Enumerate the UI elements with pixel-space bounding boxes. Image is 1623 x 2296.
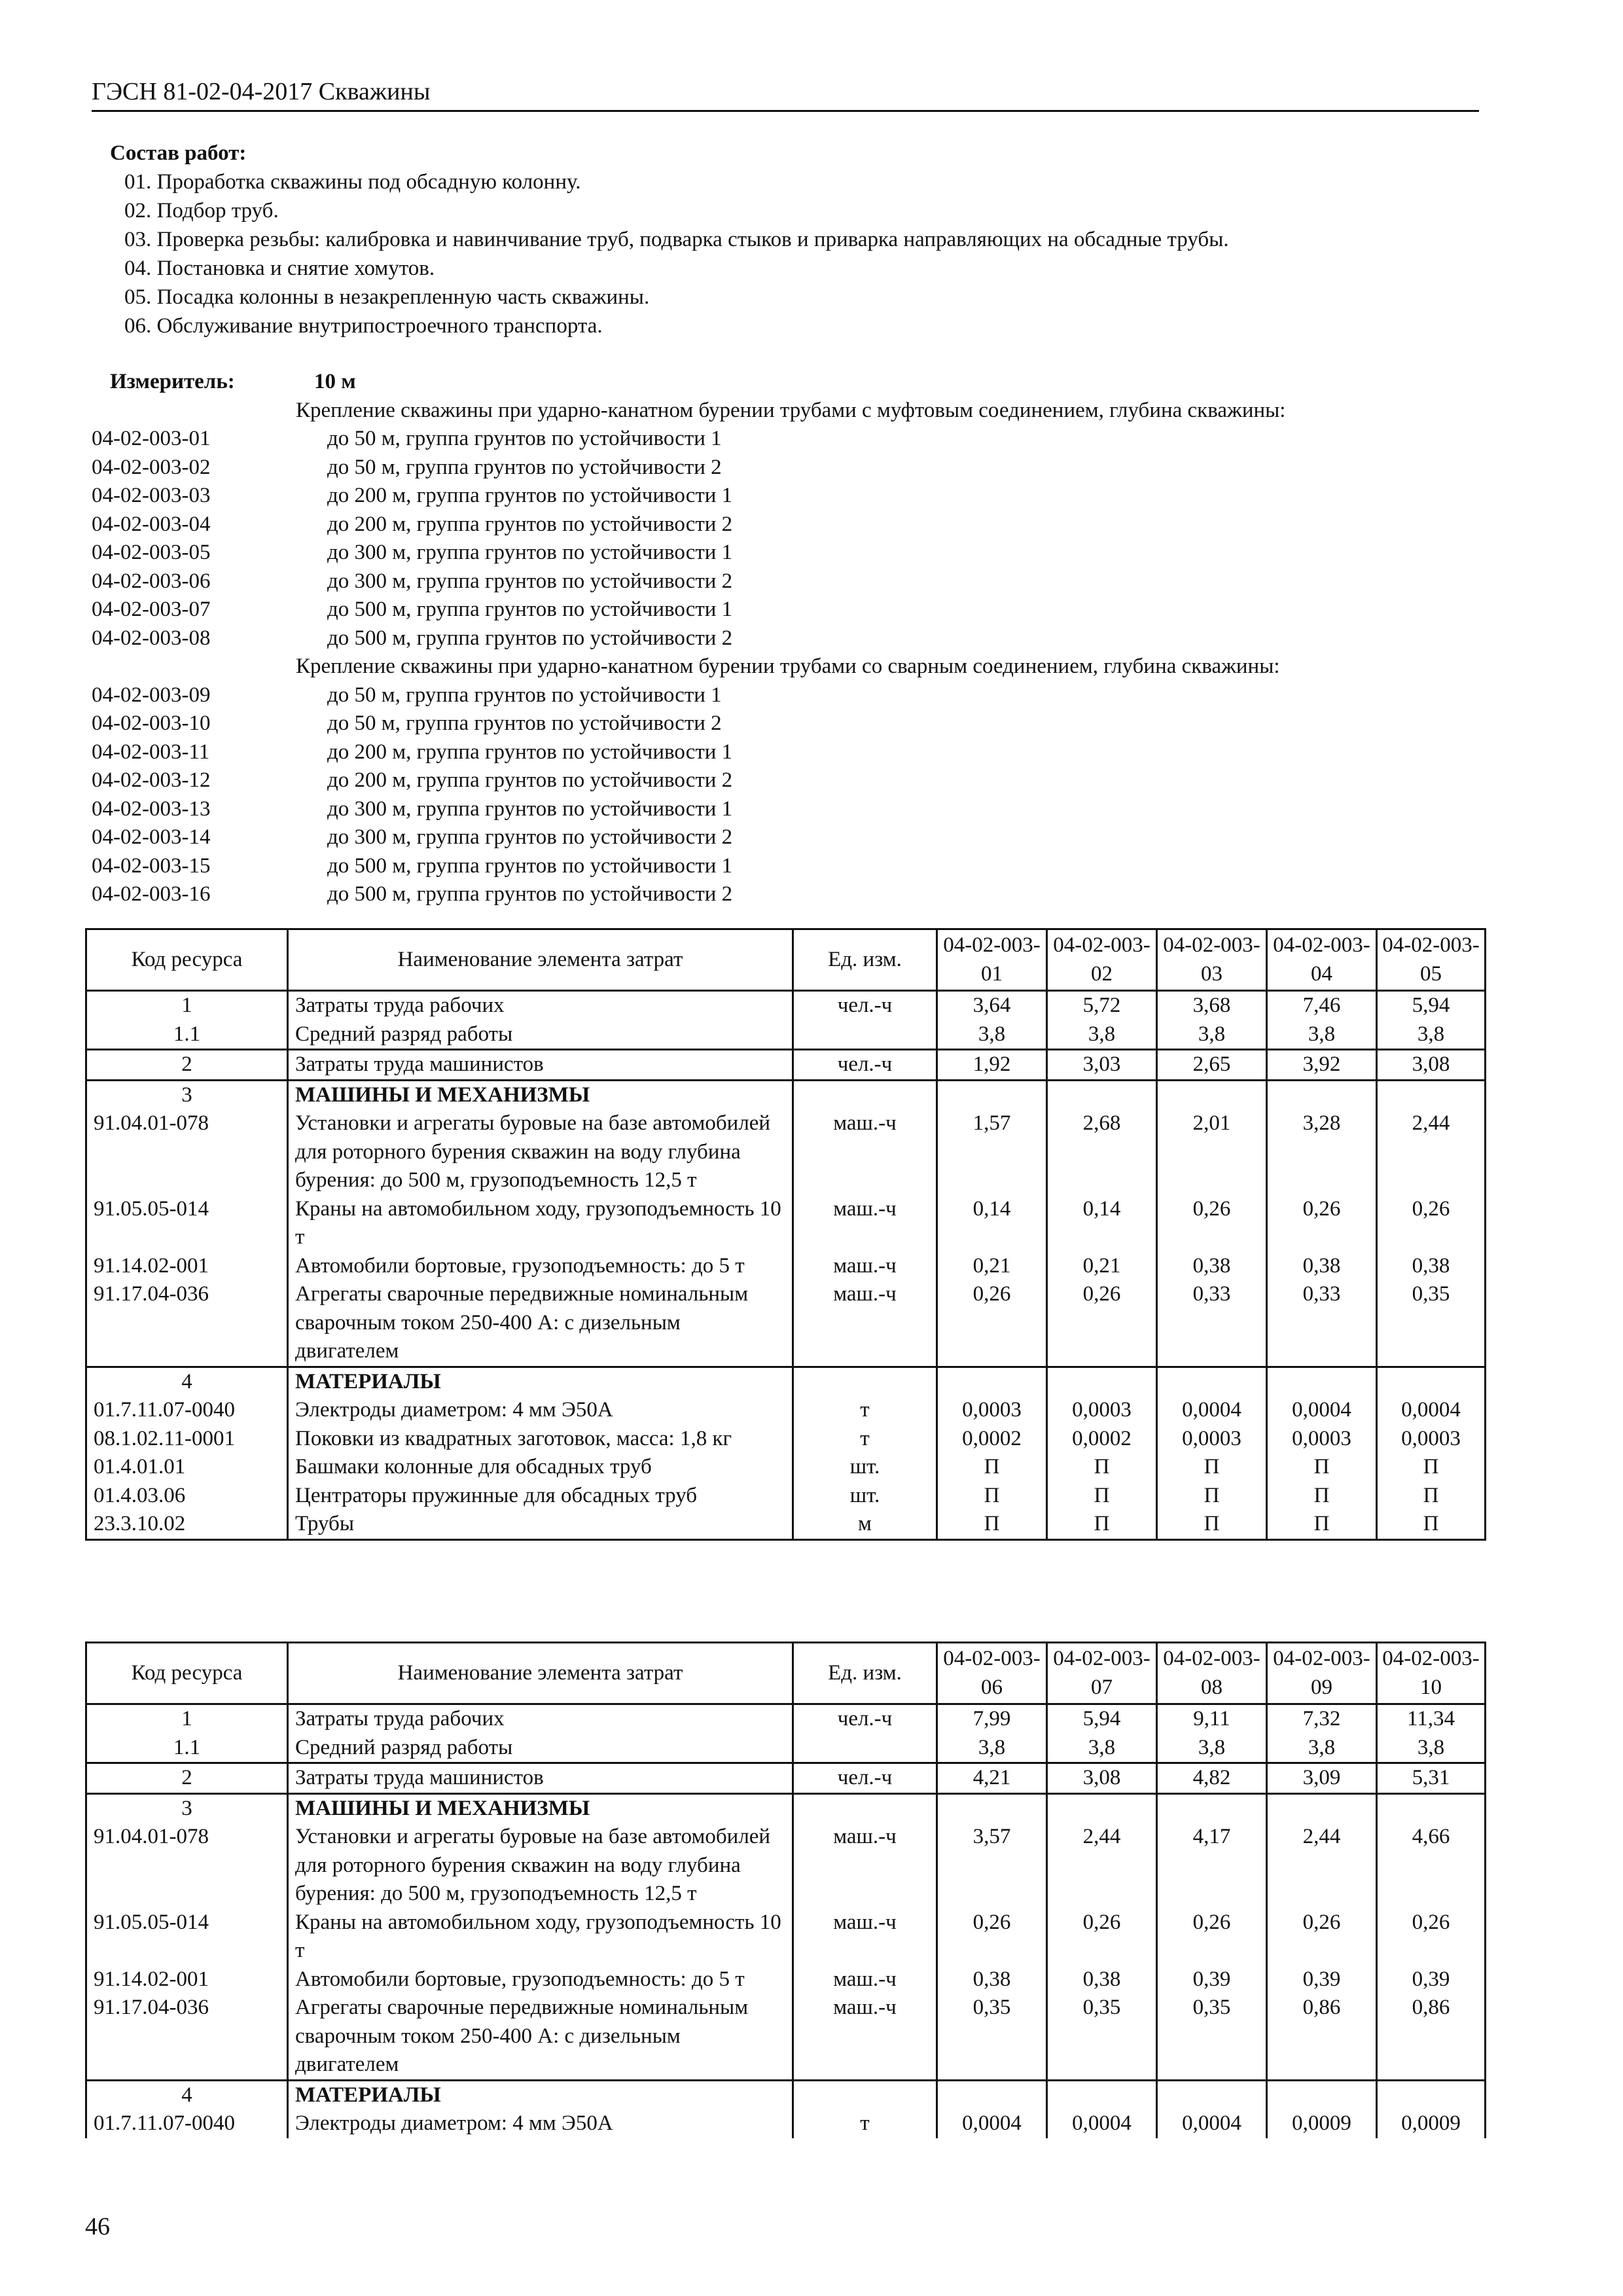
norm-description: до 500 м, группа грунтов по устойчивости 2 xyxy=(327,626,733,650)
norm-list-row xyxy=(92,539,1518,567)
norm-description: до 200 м, группа грунтов по устойчивости 1 xyxy=(327,484,733,507)
value-cell: 3,8 xyxy=(1047,1020,1157,1050)
value-cell: 0,0003 xyxy=(937,1396,1047,1425)
value-cell: 3,28 xyxy=(1267,1109,1377,1195)
unit-cell: маш.-ч xyxy=(793,1280,937,1367)
cost-element-name: Поковки из квадратных заготовок, масса: 1,8 кг xyxy=(288,1425,793,1454)
resource-code: 01.7.11.07-0040 xyxy=(86,1396,288,1425)
value-cell: 0,26 xyxy=(1267,1909,1377,1965)
table-row xyxy=(86,1195,1486,1252)
running-header: ГЭСН 81-02-04-2017 Скважины xyxy=(92,77,1479,112)
table-row xyxy=(86,2080,1486,2109)
table-row xyxy=(86,991,1486,1020)
cost-element-name: Автомобили бортовые, грузоподъемность: до 5 т xyxy=(288,1252,793,1281)
norm-description: до 500 м, группа грунтов по устойчивости 1 xyxy=(327,598,733,621)
header-norm-code: 04-02-003-04 xyxy=(1267,929,1377,991)
value-cell xyxy=(1157,1793,1267,1823)
norm-code: 04-02-003-12 xyxy=(92,768,211,792)
norm-description: до 50 м, группа грунтов по устойчивости 1 xyxy=(327,683,722,707)
value-cell: 0,33 xyxy=(1267,1280,1377,1367)
value-cell xyxy=(1377,2080,1486,2109)
value-cell: 9,11 xyxy=(1157,1704,1267,1734)
value-cell: 0,26 xyxy=(1157,1195,1267,1252)
value-cell: 7,46 xyxy=(1267,991,1377,1020)
resource-code: 91.04.01-078 xyxy=(86,1823,288,1909)
value-cell: 4,82 xyxy=(1157,1763,1267,1794)
work-item: 04. Постановка и снятие хомутов. xyxy=(124,257,435,280)
value-cell: 0,21 xyxy=(1047,1252,1157,1281)
value-cell: 11,34 xyxy=(1377,1704,1486,1734)
cost-element-name: Башмаки колонные для обсадных труб xyxy=(288,1453,793,1482)
cost-element-name: Средний разряд работы xyxy=(288,1020,793,1050)
value-cell: 0,0009 xyxy=(1267,2109,1377,2138)
unit-cell: маш.-ч xyxy=(793,1109,937,1195)
cost-element-name: Краны на автомобильном ходу, грузоподъемность 10 т xyxy=(288,1195,793,1252)
value-cell: 3,92 xyxy=(1267,1050,1377,1081)
resource-code: 2 xyxy=(86,1763,288,1794)
value-cell: П xyxy=(1377,1453,1486,1482)
value-cell: 0,0002 xyxy=(1047,1425,1157,1454)
unit-cell: чел.-ч xyxy=(793,991,937,1020)
page-number: 46 xyxy=(85,2213,110,2240)
unit-cell xyxy=(793,1020,937,1050)
unit-cell: чел.-ч xyxy=(793,1763,937,1794)
table-row xyxy=(86,1020,1486,1050)
norm-description: до 50 м, группа грунтов по устойчивости 2 xyxy=(327,455,722,479)
value-cell: 0,26 xyxy=(1157,1909,1267,1965)
value-cell xyxy=(937,1367,1047,1396)
norm-list-row xyxy=(92,482,1518,511)
value-cell: 0,33 xyxy=(1157,1280,1267,1367)
norm-code: 04-02-003-11 xyxy=(92,740,210,764)
work-item: 01. Проработка скважины под обсадную колонну. xyxy=(124,170,581,194)
header-code: Код ресурса xyxy=(86,1643,288,1704)
cost-element-name: Агрегаты сварочные передвижные номинальным сварочным током 250-400 А: с дизельным двигателем xyxy=(288,1994,793,2080)
table-row xyxy=(86,1280,1486,1367)
measure-section xyxy=(92,368,1518,909)
unit-cell: чел.-ч xyxy=(793,1704,937,1734)
value-cell xyxy=(1047,1367,1157,1396)
value-cell: 3,64 xyxy=(937,991,1047,1020)
resource-code: 4 xyxy=(86,1367,288,1396)
table-row xyxy=(86,1425,1486,1454)
value-cell xyxy=(1047,1793,1157,1823)
value-cell: П xyxy=(1047,1453,1157,1482)
value-cell: П xyxy=(1047,1510,1157,1539)
page-bottom-margin xyxy=(85,2174,1492,2253)
value-cell: 0,0004 xyxy=(1157,1396,1267,1425)
table-row xyxy=(86,1109,1486,1195)
norm-code: 04-02-003-03 xyxy=(92,484,211,507)
value-cell: 0,26 xyxy=(1047,1909,1157,1965)
work-composition-title: Состав работ: xyxy=(110,141,247,165)
cost-element-name: МАТЕРИАЛЫ xyxy=(288,2080,793,2109)
value-cell: П xyxy=(937,1510,1047,1539)
value-cell: 0,38 xyxy=(1047,1965,1157,1994)
value-cell: 0,39 xyxy=(1377,1965,1486,1994)
value-cell: 0,0009 xyxy=(1377,2109,1486,2138)
norm-code: 04-02-003-07 xyxy=(92,598,211,621)
unit-cell xyxy=(793,1734,937,1763)
value-cell: 0,0004 xyxy=(937,2109,1047,2138)
norm-description: до 50 м, группа грунтов по устойчивости 1 xyxy=(327,427,722,450)
resource-code: 91.17.04-036 xyxy=(86,1280,288,1367)
norm-list-row xyxy=(92,624,1518,653)
table-row xyxy=(86,1994,1486,2080)
table-row xyxy=(86,1793,1486,1823)
value-cell: 0,21 xyxy=(937,1252,1047,1281)
value-cell: 3,8 xyxy=(1377,1734,1486,1763)
measure-unit: 10 м xyxy=(314,370,356,393)
resource-code: 23.3.10.02 xyxy=(86,1510,288,1539)
cost-element-name: Затраты труда машинистов xyxy=(288,1763,793,1794)
unit-cell: маш.-ч xyxy=(793,1252,937,1281)
value-cell: 3,8 xyxy=(1047,1734,1157,1763)
value-cell: 3,8 xyxy=(1267,1020,1377,1050)
norm-description: до 50 м, группа грунтов по устойчивости 2 xyxy=(327,711,722,735)
norm-list-row xyxy=(92,880,1518,909)
norm-code: 04-02-003-09 xyxy=(92,683,211,707)
value-cell: П xyxy=(1267,1482,1377,1511)
header-norm-code: 04-02-003-09 xyxy=(1267,1643,1377,1704)
norm-description: до 300 м, группа грунтов по устойчивости 1 xyxy=(327,797,733,821)
value-cell: 0,39 xyxy=(1267,1965,1377,1994)
header-norm-code: 04-02-003-08 xyxy=(1157,1643,1267,1704)
norm-list-row xyxy=(92,425,1518,454)
unit-cell: маш.-ч xyxy=(793,1195,937,1252)
table-row xyxy=(86,2109,1486,2138)
cost-element-name: МАТЕРИАЛЫ xyxy=(288,1367,793,1396)
value-cell xyxy=(1377,1793,1486,1823)
value-cell xyxy=(1267,1080,1377,1109)
table-row xyxy=(86,1050,1486,1081)
value-cell: 0,26 xyxy=(1047,1280,1157,1367)
value-cell: 0,38 xyxy=(937,1965,1047,1994)
value-cell: 0,26 xyxy=(937,1280,1047,1367)
value-cell: 3,8 xyxy=(1157,1734,1267,1763)
value-cell: П xyxy=(1157,1453,1267,1482)
value-cell: 0,0003 xyxy=(1047,1396,1157,1425)
value-cell: 0,39 xyxy=(1157,1965,1267,1994)
value-cell xyxy=(1047,1080,1157,1109)
resource-code: 2 xyxy=(86,1050,288,1081)
value-cell: 0,26 xyxy=(1377,1195,1486,1252)
value-cell: 2,44 xyxy=(1377,1109,1486,1195)
value-cell: 0,38 xyxy=(1157,1252,1267,1281)
value-cell: 0,0004 xyxy=(1377,1396,1486,1425)
header-unit: Ед. изм. xyxy=(793,1643,937,1704)
unit-cell: маш.-ч xyxy=(793,1909,937,1965)
table-row xyxy=(86,1823,1486,1909)
norm-list-row xyxy=(92,766,1518,795)
value-cell: 3,09 xyxy=(1267,1763,1377,1794)
unit-cell xyxy=(793,1080,937,1109)
value-cell: 3,8 xyxy=(1377,1020,1486,1050)
value-cell xyxy=(937,2080,1047,2109)
work-item: 02. Подбор труб. xyxy=(124,199,279,223)
group-heading: Крепление скважины при ударно-канатном бурении трубами с муфтовым соединением, глубина скважины: xyxy=(296,398,1286,422)
value-cell xyxy=(1157,1080,1267,1109)
value-cell: 7,32 xyxy=(1267,1704,1377,1734)
header-name: Наименование элемента затрат xyxy=(288,929,793,991)
value-cell: 3,08 xyxy=(1047,1763,1157,1794)
cost-element-name: Агрегаты сварочные передвижные номинальным сварочным током 250-400 А: с дизельным двигателем xyxy=(288,1280,793,1367)
value-cell: 0,38 xyxy=(1377,1252,1486,1281)
value-cell: 0,26 xyxy=(1267,1195,1377,1252)
cost-element-name: Установки и агрегаты буровые на базе автомобилей для роторного бурения скважин на воду глубина бурения: до 500 м, грузоподъемность 12,5 т xyxy=(288,1823,793,1909)
norm-description: до 300 м, группа грунтов по устойчивости 1 xyxy=(327,541,733,564)
header-unit: Ед. изм. xyxy=(793,929,937,991)
value-cell: 4,66 xyxy=(1377,1823,1486,1909)
norm-code: 04-02-003-13 xyxy=(92,797,211,821)
value-cell xyxy=(1047,2080,1157,2109)
value-cell: П xyxy=(1267,1453,1377,1482)
cost-element-name: Затраты труда рабочих xyxy=(288,1704,793,1734)
value-cell xyxy=(1157,1367,1267,1396)
header-norm-code: 04-02-003-02 xyxy=(1047,929,1157,991)
unit-cell: маш.-ч xyxy=(793,1965,937,1994)
value-cell: 0,0004 xyxy=(1047,2109,1157,2138)
value-cell: 0,26 xyxy=(937,1909,1047,1965)
norm-table-2 xyxy=(85,1641,1486,2138)
resource-code: 91.05.05-014 xyxy=(86,1195,288,1252)
resource-code: 3 xyxy=(86,1793,288,1823)
header-norm-code: 04-02-003-06 xyxy=(937,1643,1047,1704)
norm-code: 04-02-003-05 xyxy=(92,541,211,564)
value-cell: 4,21 xyxy=(937,1763,1047,1794)
cost-element-name: Электроды диаметром: 4 мм Э50А xyxy=(288,1396,793,1425)
norm-list-row xyxy=(92,823,1518,852)
value-cell: 5,94 xyxy=(1047,1704,1157,1734)
unit-cell xyxy=(793,1793,937,1823)
norm-code: 04-02-003-08 xyxy=(92,626,211,650)
resource-code: 91.14.02-001 xyxy=(86,1252,288,1281)
header-name: Наименование элемента затрат xyxy=(288,1643,793,1704)
table-row xyxy=(86,1734,1486,1763)
norm-code: 04-02-003-14 xyxy=(92,825,211,849)
value-cell: 5,72 xyxy=(1047,991,1157,1020)
norm-list-row xyxy=(92,709,1518,738)
norm-list-row xyxy=(92,596,1518,624)
group-heading: Крепление скважины при ударно-канатном бурении трубами со сварным соединением, глубина скважины: xyxy=(296,655,1280,678)
value-cell: 1,92 xyxy=(937,1050,1047,1081)
unit-cell: т xyxy=(793,1396,937,1425)
cost-element-name: Автомобили бортовые, грузоподъемность: до 5 т xyxy=(288,1965,793,1994)
resource-code: 1.1 xyxy=(86,1734,288,1763)
unit-cell: маш.-ч xyxy=(793,1994,937,2080)
cost-element-name: Установки и агрегаты буровые на базе автомобилей для роторного бурения скважин на воду глубина бурения: до 500 м, грузоподъемность 12,5 т xyxy=(288,1109,793,1195)
value-cell: 3,57 xyxy=(937,1823,1047,1909)
norm-description: до 200 м, группа грунтов по устойчивости 1 xyxy=(327,740,733,764)
value-cell: П xyxy=(1047,1482,1157,1511)
unit-cell: т xyxy=(793,1425,937,1454)
resource-code: 3 xyxy=(86,1080,288,1109)
table-row xyxy=(86,1909,1486,1965)
table-row xyxy=(86,1080,1486,1109)
value-cell: 3,08 xyxy=(1377,1050,1486,1081)
value-cell: 2,65 xyxy=(1157,1050,1267,1081)
unit-cell: чел.-ч xyxy=(793,1050,937,1081)
norm-list-row xyxy=(92,738,1518,767)
resource-code: 1 xyxy=(86,991,288,1020)
value-cell: 0,26 xyxy=(1377,1909,1486,1965)
value-cell xyxy=(1267,1793,1377,1823)
value-cell: 3,68 xyxy=(1157,991,1267,1020)
value-cell: 0,35 xyxy=(1377,1280,1486,1367)
norm-list-row xyxy=(92,567,1518,596)
value-cell: П xyxy=(1377,1482,1486,1511)
value-cell: 0,14 xyxy=(1047,1195,1157,1252)
header-norm-code: 04-02-003-03 xyxy=(1157,929,1267,991)
value-cell: 0,35 xyxy=(937,1994,1047,2080)
value-cell xyxy=(937,1080,1047,1109)
work-composition xyxy=(92,139,1499,340)
norm-list-row xyxy=(92,681,1518,710)
resource-code: 4 xyxy=(86,2080,288,2109)
value-cell: 0,35 xyxy=(1047,1994,1157,2080)
unit-cell: т xyxy=(793,2109,937,2138)
resource-code: 91.05.05-014 xyxy=(86,1909,288,1965)
unit-cell xyxy=(793,2080,937,2109)
value-cell: 0,0003 xyxy=(1267,1425,1377,1454)
table-row xyxy=(86,1965,1486,1994)
resource-code: 91.17.04-036 xyxy=(86,1994,288,2080)
norm-code: 04-02-003-06 xyxy=(92,569,211,593)
value-cell xyxy=(1157,2080,1267,2109)
table-row xyxy=(86,1367,1486,1396)
value-cell: П xyxy=(1377,1510,1486,1539)
value-cell: П xyxy=(1157,1510,1267,1539)
resource-code: 01.7.11.07-0040 xyxy=(86,2109,288,2138)
value-cell: 5,94 xyxy=(1377,991,1486,1020)
work-item: 06. Обслуживание внутрипостроечного транспорта. xyxy=(124,314,603,338)
value-cell: 1,57 xyxy=(937,1109,1047,1195)
cost-element-name: Краны на автомобильном ходу, грузоподъемность 10 т xyxy=(288,1909,793,1965)
value-cell: П xyxy=(937,1482,1047,1511)
value-cell: 3,03 xyxy=(1047,1050,1157,1081)
norm-list-row xyxy=(92,795,1518,824)
measure-label: Измеритель: xyxy=(110,370,235,393)
cost-element-name: МАШИНЫ И МЕХАНИЗМЫ xyxy=(288,1080,793,1109)
resource-code: 91.04.01-078 xyxy=(86,1109,288,1195)
header-norm-code: 04-02-003-01 xyxy=(937,929,1047,991)
value-cell: 0,0004 xyxy=(1267,1396,1377,1425)
resource-code: 01.4.03.06 xyxy=(86,1482,288,1511)
norm-list-row xyxy=(92,454,1518,482)
norm-description: до 500 м, группа грунтов по устойчивости 2 xyxy=(327,882,733,906)
table-row xyxy=(86,1763,1486,1794)
norm-description: до 300 м, группа грунтов по устойчивости 2 xyxy=(327,825,733,849)
value-cell: 0,0003 xyxy=(1157,1425,1267,1454)
value-cell: 4,17 xyxy=(1157,1823,1267,1909)
table-row xyxy=(86,1453,1486,1482)
value-cell: 7,99 xyxy=(937,1704,1047,1734)
unit-cell: маш.-ч xyxy=(793,1823,937,1909)
value-cell xyxy=(1267,2080,1377,2109)
work-item: 03. Проверка резьбы: калибровка и навинчивание труб, подварка стыков и приварка направляющих на обсадные трубы. xyxy=(124,228,1229,251)
value-cell: 0,14 xyxy=(937,1195,1047,1252)
value-cell: П xyxy=(1267,1510,1377,1539)
norm-code: 04-02-003-01 xyxy=(92,427,211,450)
value-cell: 2,01 xyxy=(1157,1109,1267,1195)
cost-element-name: Средний разряд работы xyxy=(288,1734,793,1763)
norm-code: 04-02-003-04 xyxy=(92,512,211,536)
value-cell: 3,8 xyxy=(937,1020,1047,1050)
norm-code: 04-02-003-10 xyxy=(92,711,211,735)
table-row xyxy=(86,1704,1486,1734)
resource-code: 1 xyxy=(86,1704,288,1734)
resource-code: 08.1.02.11-0001 xyxy=(86,1425,288,1454)
value-cell xyxy=(1377,1367,1486,1396)
value-cell xyxy=(1377,1080,1486,1109)
resource-code: 91.14.02-001 xyxy=(86,1965,288,1994)
cost-element-name: Затраты труда рабочих xyxy=(288,991,793,1020)
cost-element-name: Центраторы пружинные для обсадных труб xyxy=(288,1482,793,1511)
table-row xyxy=(86,1510,1486,1539)
header-code: Код ресурса xyxy=(86,929,288,991)
table-row xyxy=(86,1252,1486,1281)
norm-description: до 200 м, группа грунтов по устойчивости 2 xyxy=(327,512,733,536)
cost-element-name: Трубы xyxy=(288,1510,793,1539)
value-cell: 2,68 xyxy=(1047,1109,1157,1195)
value-cell: 5,31 xyxy=(1377,1763,1486,1794)
unit-cell: м xyxy=(793,1510,937,1539)
unit-cell xyxy=(793,1367,937,1396)
value-cell xyxy=(937,1793,1047,1823)
value-cell: 2,44 xyxy=(1047,1823,1157,1909)
value-cell: 0,86 xyxy=(1267,1994,1377,2080)
value-cell: 0,35 xyxy=(1157,1994,1267,2080)
table-row xyxy=(86,1482,1486,1511)
header-norm-code: 04-02-003-05 xyxy=(1377,929,1486,991)
work-item: 05. Посадка колонны в незакрепленную часть скважины. xyxy=(124,285,650,309)
norm-description: до 200 м, группа грунтов по устойчивости 2 xyxy=(327,768,733,792)
value-cell: 3,8 xyxy=(937,1734,1047,1763)
cost-element-name: Электроды диаметром: 4 мм Э50А xyxy=(288,2109,793,2138)
value-cell: 3,8 xyxy=(1157,1020,1267,1050)
norm-description: до 300 м, группа грунтов по устойчивости 2 xyxy=(327,569,733,593)
cost-element-name: Затраты труда машинистов xyxy=(288,1050,793,1081)
value-cell: 0,0002 xyxy=(937,1425,1047,1454)
value-cell: 2,44 xyxy=(1267,1823,1377,1909)
value-cell: 0,38 xyxy=(1267,1252,1377,1281)
value-cell: 0,86 xyxy=(1377,1994,1486,2080)
value-cell: 3,8 xyxy=(1267,1734,1377,1763)
value-cell: 0,0004 xyxy=(1157,2109,1267,2138)
cost-element-name: МАШИНЫ И МЕХАНИЗМЫ xyxy=(288,1793,793,1823)
value-cell xyxy=(1267,1367,1377,1396)
header-norm-code: 04-02-003-10 xyxy=(1377,1643,1486,1704)
norm-description: до 500 м, группа грунтов по устойчивости 1 xyxy=(327,853,733,878)
table-row xyxy=(86,1396,1486,1425)
resource-code: 01.4.01.01 xyxy=(86,1453,288,1482)
unit-cell: шт. xyxy=(793,1453,937,1482)
value-cell: 0,0003 xyxy=(1377,1425,1486,1454)
unit-cell: шт. xyxy=(793,1482,937,1511)
norm-table-1 xyxy=(85,928,1486,1541)
resource-code: 1.1 xyxy=(86,1020,288,1050)
norm-code: 04-02-003-15 xyxy=(92,853,211,878)
norm-code: 04-02-003-02 xyxy=(92,455,211,479)
value-cell: П xyxy=(937,1453,1047,1482)
norm-code: 04-02-003-16 xyxy=(92,882,211,906)
header-norm-code: 04-02-003-07 xyxy=(1047,1643,1157,1704)
value-cell: П xyxy=(1157,1482,1267,1511)
norm-list-row xyxy=(92,852,1518,881)
norm-list-row xyxy=(92,511,1518,539)
